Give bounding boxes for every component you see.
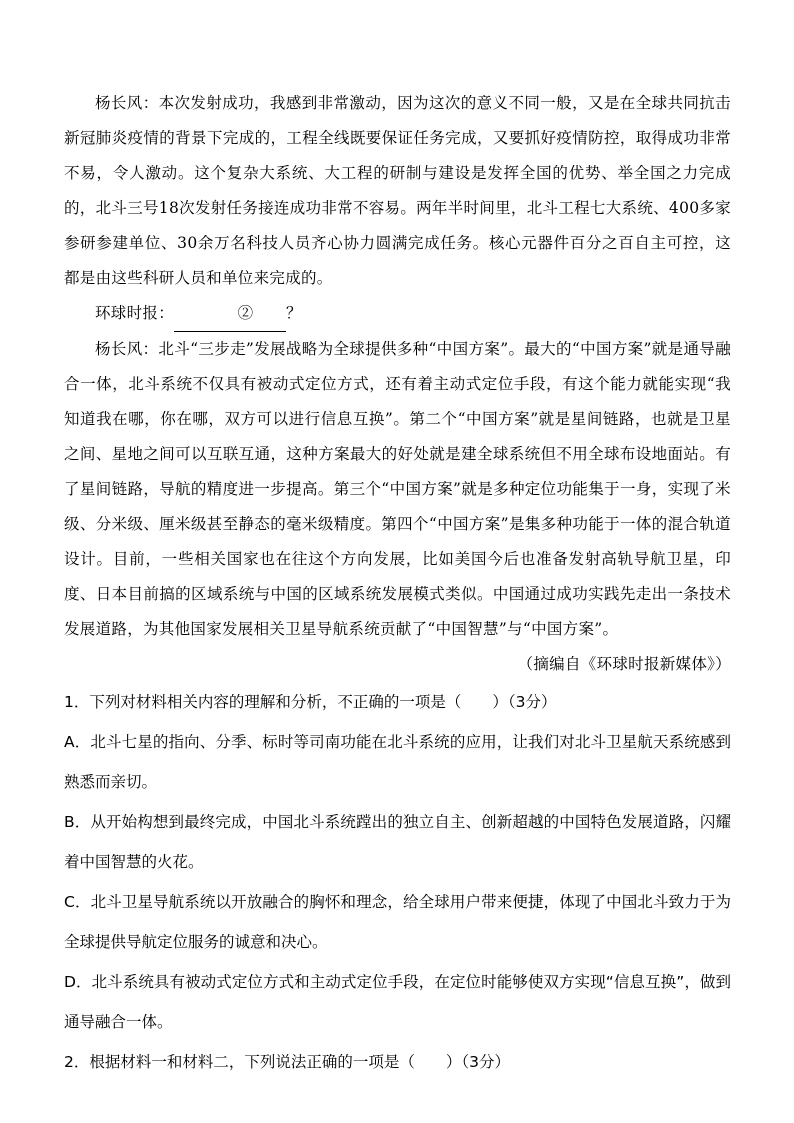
- question-section: [64, 682, 731, 1082]
- source-attribution: （摘编自《环球时报新媒体》）: [517, 655, 731, 673]
- interview-answer-paragraph-2: 杨长风：北斗“三步走”发展战略为全球提供多种“中国方案”。最大的“中国方案”就是通导融合一体，北斗系统不仅具有被动式定位方式，还有着主动式定位手段，有这个能力就能实现“我知道我在哪，你在哪，双方可以进行信息互换”。第二个“中国方案”就是星间链路，也就是卫星之间、星地之间可以互联互通，这种方案最大的好处就是建全球系统但不用全球布设地面站。有了星间链路，导航的精度进一步提高。第三个“中国方案”就是多种定位功能集于一身，实现了米级、分米级、厘米级甚至静态的毫米级精度。第四个“中国方案”是集多种功能于一体的混合轨道设计。目前，一些相关国家也在往这个方向发展，比如美国今后也准备发射高轨导航卫星，印度、日本目前搞的区域系统与中国的区域系统发展模式类似。中国通过成功实践先走出一条技术发展道路，为其他国家发展相关卫星导航系统贡献了“中国智慧”与“中国方案”。: [64, 340, 731, 638]
- interviewer-speaker-label: 环球时报：: [95, 304, 175, 322]
- question-1-option-d: D．北斗系统具有被动式定位方式和主动式定位手段，在定位时能够使双方实现“信息互换”，做到通导融合一体。: [64, 973, 731, 1031]
- reading-material: [64, 86, 731, 682]
- question-1-option-a: A．北斗七星的指向、分季、标时等司南功能在北斗系统的应用，让我们对北斗卫星航天系统感到熟悉而亲切。: [64, 733, 731, 791]
- question-mark-text: ？: [286, 304, 302, 322]
- question-1-stem: 1．下列对材料相关内容的理解和分析，不正确的一项是（ ）（3分）: [64, 693, 557, 711]
- question-2-stem: 2．根据材料一和材料二，下列说法正确的一项是（ ）（3分）: [64, 1053, 510, 1071]
- interview-answer-paragraph-1: 杨长风：本次发射成功，我感到非常激动，因为这次的意义不同一般，又是在全球共同抗击新冠肺炎疫情的背景下完成的，工程全线既要保证任务完成，又要抓好疫情防控，取得成功非常不易，令人激动。这个复杂大系统、大工程的研制与建设是发挥全国的优势、举全国之力完成的，北斗三号18次发射任务接连成功非常不容易。两年半时间里，北斗工程七大系统、400多家参研参建单位、30余万名科技人员齐心协力圆满完成任务。核心元器件百分之百自主可控，这都是由这些科研人员和单位来完成的。: [64, 94, 732, 287]
- question-1-option-c: C．北斗卫星导航系统以开放融合的胸怀和理念，给全球用户带来便捷，体现了中国北斗致力于为全球提供导航定位服务的诚意和决心。: [64, 893, 731, 951]
- interviewer-question-line: [64, 296, 731, 332]
- circled-number-2: ②: [237, 304, 254, 322]
- fill-in-blank-underline: [174, 296, 286, 332]
- question-1-option-b: B．从开始构想到最终完成，中国北斗系统蹚出的独立自主、创新超越的中国特色发展道路，闪耀着中国智慧的火花。: [64, 813, 731, 871]
